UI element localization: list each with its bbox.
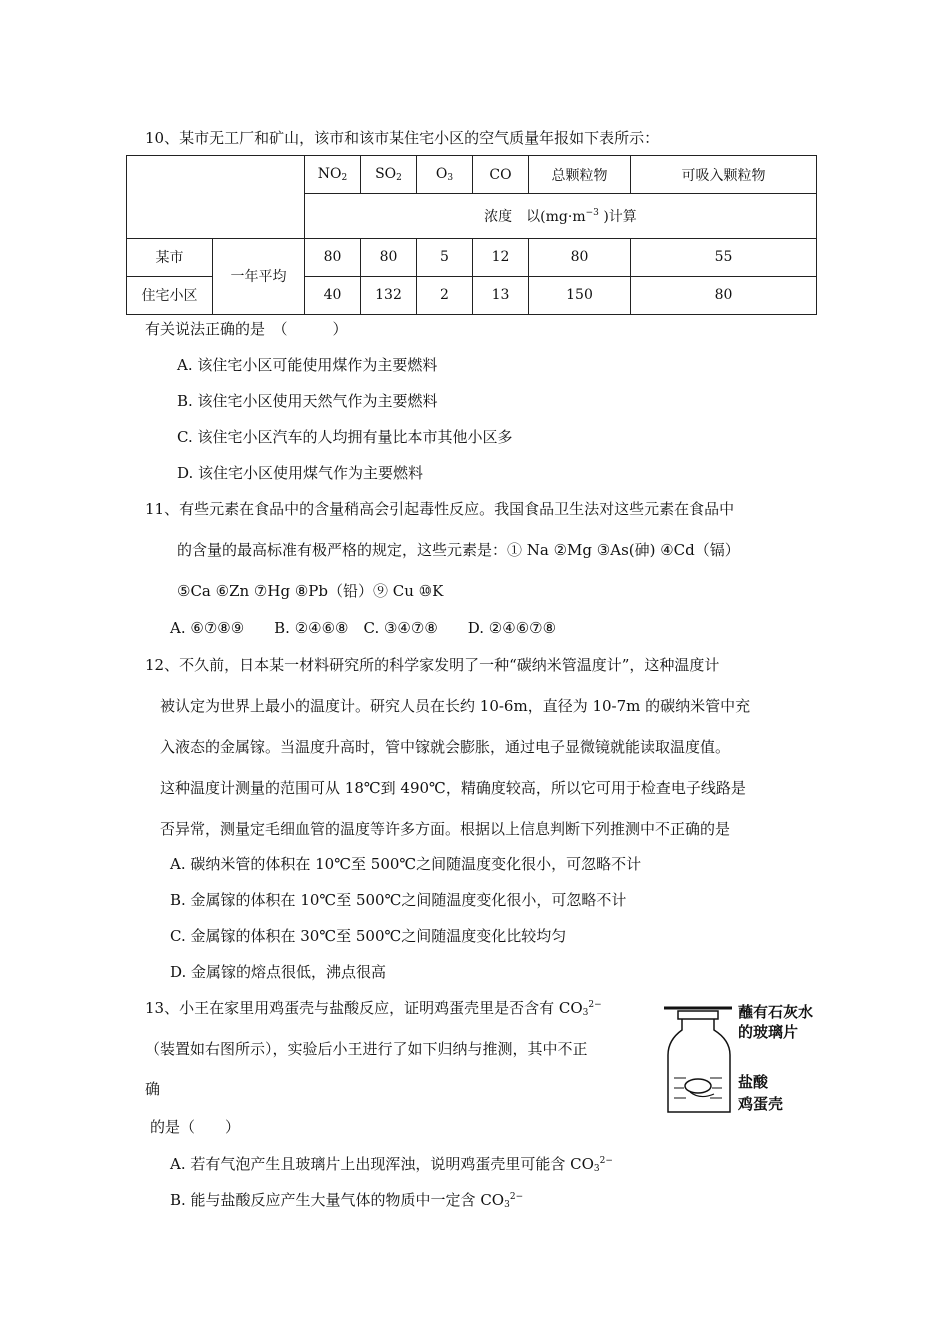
q13-option-b: B. 能与盐酸反应产生大量气体的物质中一定含 $CO_3^{2-}$	[170, 1191, 524, 1210]
q10-prompt: 有关说法正确的是 （ ）	[145, 320, 348, 338]
table-cell: 2	[417, 276, 473, 314]
q12-option-a: A. 碳纳米管的体积在 10℃至 500℃之间随温度变化很小，可忽略不计	[170, 855, 642, 873]
q12-option-c: C. 金属镓的体积在 30℃至 500℃之间随温度变化比较均匀	[170, 927, 567, 945]
q11-line-2: 的含量的最高标准有极严格的规定，这些元素是：① Na ②Mg ③As(砷) ④Cd（镉）	[177, 541, 740, 559]
period-cell: 一年平均	[213, 238, 305, 315]
table-cell: 13	[473, 276, 529, 314]
table-cell: 40	[305, 276, 361, 314]
air-quality-table	[126, 155, 817, 315]
q12-line-1: 12、不久前，日本某一材料研究所的科学家发明了一种“碳纳米管温度计”，这种温度计	[145, 656, 720, 674]
q10-option-d: D. 该住宅小区使用煤气作为主要燃料	[177, 464, 424, 482]
table-cell: 55	[631, 238, 817, 276]
table-cell: 80	[631, 276, 817, 314]
header-inhalable-particles: 可吸入颗粒物	[631, 156, 817, 194]
figure-label-glass-2: 的玻璃片	[738, 1023, 799, 1041]
q10-option-c: C. 该住宅小区汽车的人均拥有量比本市其他小区多	[177, 428, 513, 446]
header-so2: $SO_2$	[361, 156, 417, 194]
q12-line-5: 否异常，测量定毛细血管的温度等许多方面。根据以上信息判断下列推测中不正确的是	[160, 820, 731, 838]
q12-line-4: 这种温度计测量的范围可从 18℃到 490℃，精确度较高，所以它可用于检查电子线路是	[160, 779, 746, 797]
figure-label-glass: 蘸有石灰水	[738, 1003, 814, 1021]
header-no2: $NO_2$	[305, 156, 361, 194]
table-cell: 80	[305, 238, 361, 276]
table-cell: 80	[529, 238, 631, 276]
table-cell: 5	[417, 238, 473, 276]
q12-option-b: B. 金属镓的体积在 10℃至 500℃之间随温度变化很小，可忽略不计	[170, 891, 627, 909]
apparatus-figure	[660, 1000, 825, 1125]
table-cell: 12	[473, 238, 529, 276]
header-o3: $O_3$	[417, 156, 473, 194]
q13-line-1: 13、小王在家里用鸡蛋壳与盐酸反应，证明鸡蛋壳里是否含有 $CO_3^{2-}$	[145, 999, 602, 1018]
q10-stem: 10、某市无工厂和矿山，该市和该市某住宅小区的空气质量年报如下表所示：	[145, 129, 660, 147]
q12-option-d: D. 金属镓的熔点很低，沸点很高	[170, 963, 387, 981]
table-corner-cell	[127, 156, 305, 239]
q11-options: A. ⑥⑦⑧⑨ B. ②④⑥⑧ C. ③④⑦⑧ D. ②④⑥⑦⑧	[170, 619, 557, 637]
q12-line-3: 入液态的金属镓。当温度升高时，管中镓就会膨胀，通过电子显微镜就能读取温度值。	[160, 738, 731, 756]
table-cell: 150	[529, 276, 631, 314]
table-cell: 80	[361, 238, 417, 276]
q10-option-b: B. 该住宅小区使用天然气作为主要燃料	[177, 392, 438, 410]
jar-drawing	[660, 1000, 740, 1120]
q13-line-4: 的是（ ）	[150, 1118, 241, 1136]
header-total-particles: 总颗粒物	[529, 156, 631, 194]
row-label-city: 某市	[127, 238, 213, 276]
unit-row: 浓度 以($mg\cdot m^{-3}$ )计算	[305, 194, 817, 238]
q12-line-2: 被认定为世界上最小的温度计。研究人员在长约 10-6m，直径为 10-7m 的碳纳米管中充	[160, 697, 751, 715]
figure-label-acid: 盐酸	[738, 1073, 769, 1091]
row-label-residential: 住宅小区	[127, 276, 213, 314]
q13-line-3: 确	[145, 1080, 161, 1098]
figure-label-shell: 鸡蛋壳	[738, 1095, 784, 1113]
q13-line-2: （装置如右图所示），实验后小王进行了如下归纳与推测，其中不正	[145, 1040, 588, 1058]
header-co: CO	[473, 156, 529, 194]
q11-line-1: 11、有些元素在食品中的含量稍高会引起毒性反应。我国食品卫生法对这些元素在食品中	[145, 500, 735, 518]
table-cell: 132	[361, 276, 417, 314]
q10-option-a: A. 该住宅小区可能使用煤作为主要燃料	[177, 356, 438, 374]
q11-line-3: ⑤Ca ⑥Zn ⑦Hg ⑧Pb（铅）⑨ Cu ⑩K	[177, 582, 444, 600]
q13-option-a: A. 若有气泡产生且玻璃片上出现浑浊，说明鸡蛋壳里可能含 $CO_3^{2-}$	[170, 1155, 613, 1174]
